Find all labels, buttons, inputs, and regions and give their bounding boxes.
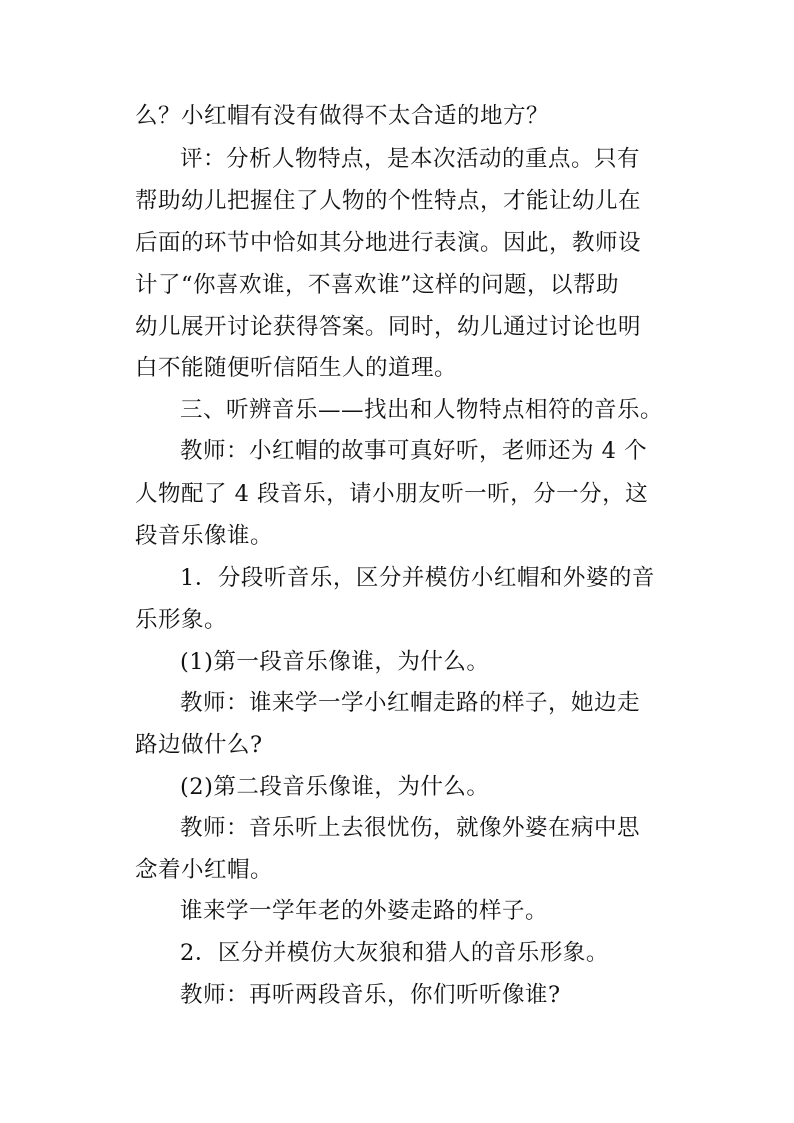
text-line: 幼儿展开讨论获得答案。同时，幼儿通过讨论也明 xyxy=(135,314,642,340)
text-line: 乐形象。 xyxy=(135,607,228,633)
list-item: (1)第一段音乐像谁，为什么。 xyxy=(180,649,490,675)
text-line: 教师：音乐听上去很忧伤，就像外婆在病中思 xyxy=(180,815,641,841)
text-line: 么？小红帽有没有做得不太合适的地方？ xyxy=(135,103,550,129)
list-item: 1．分段听音乐，区分并模仿小红帽和外婆的音 xyxy=(180,565,655,591)
text-line: 谁来学一学年老的外婆走路的样子。 xyxy=(180,898,549,924)
text-line: 评：分析人物特点，是本次活动的重点。只有 xyxy=(180,146,641,172)
text-line: 人物配了 4 段音乐，请小朋友听一听，分一分，这 xyxy=(135,481,649,507)
text-line: 教师：谁来学一学小红帽走路的样子，她边走 xyxy=(180,690,641,716)
text-line: 教师：小红帽的故事可真好听，老师还为 4 个 xyxy=(180,438,648,464)
text-line: 白不能随便听信陌生人的道理。 xyxy=(135,355,458,381)
list-item: (2)第二段音乐像谁，为什么。 xyxy=(180,774,490,800)
text-line: 计了“你喜欢谁，不喜欢谁”这样的问题，以帮助 xyxy=(135,272,620,298)
text-line: 段音乐像谁。 xyxy=(135,523,274,549)
text-line: 帮助幼儿把握住了人物的个性特点，才能让幼儿在 xyxy=(135,188,642,214)
text-line: 教师：再听两段音乐，你们听听像谁? xyxy=(180,982,561,1008)
section-heading: 三、听辨音乐——找出和人物特点相符的音乐。 xyxy=(180,397,664,423)
list-item: 2．区分并模仿大灰狼和猎人的音乐形象。 xyxy=(180,940,609,966)
text-line: 念着小红帽。 xyxy=(135,857,274,883)
text-line: 后面的环节中恰如其分地进行表演。因此，教师设 xyxy=(135,230,642,256)
text-line: 路边做什么? xyxy=(135,732,263,758)
